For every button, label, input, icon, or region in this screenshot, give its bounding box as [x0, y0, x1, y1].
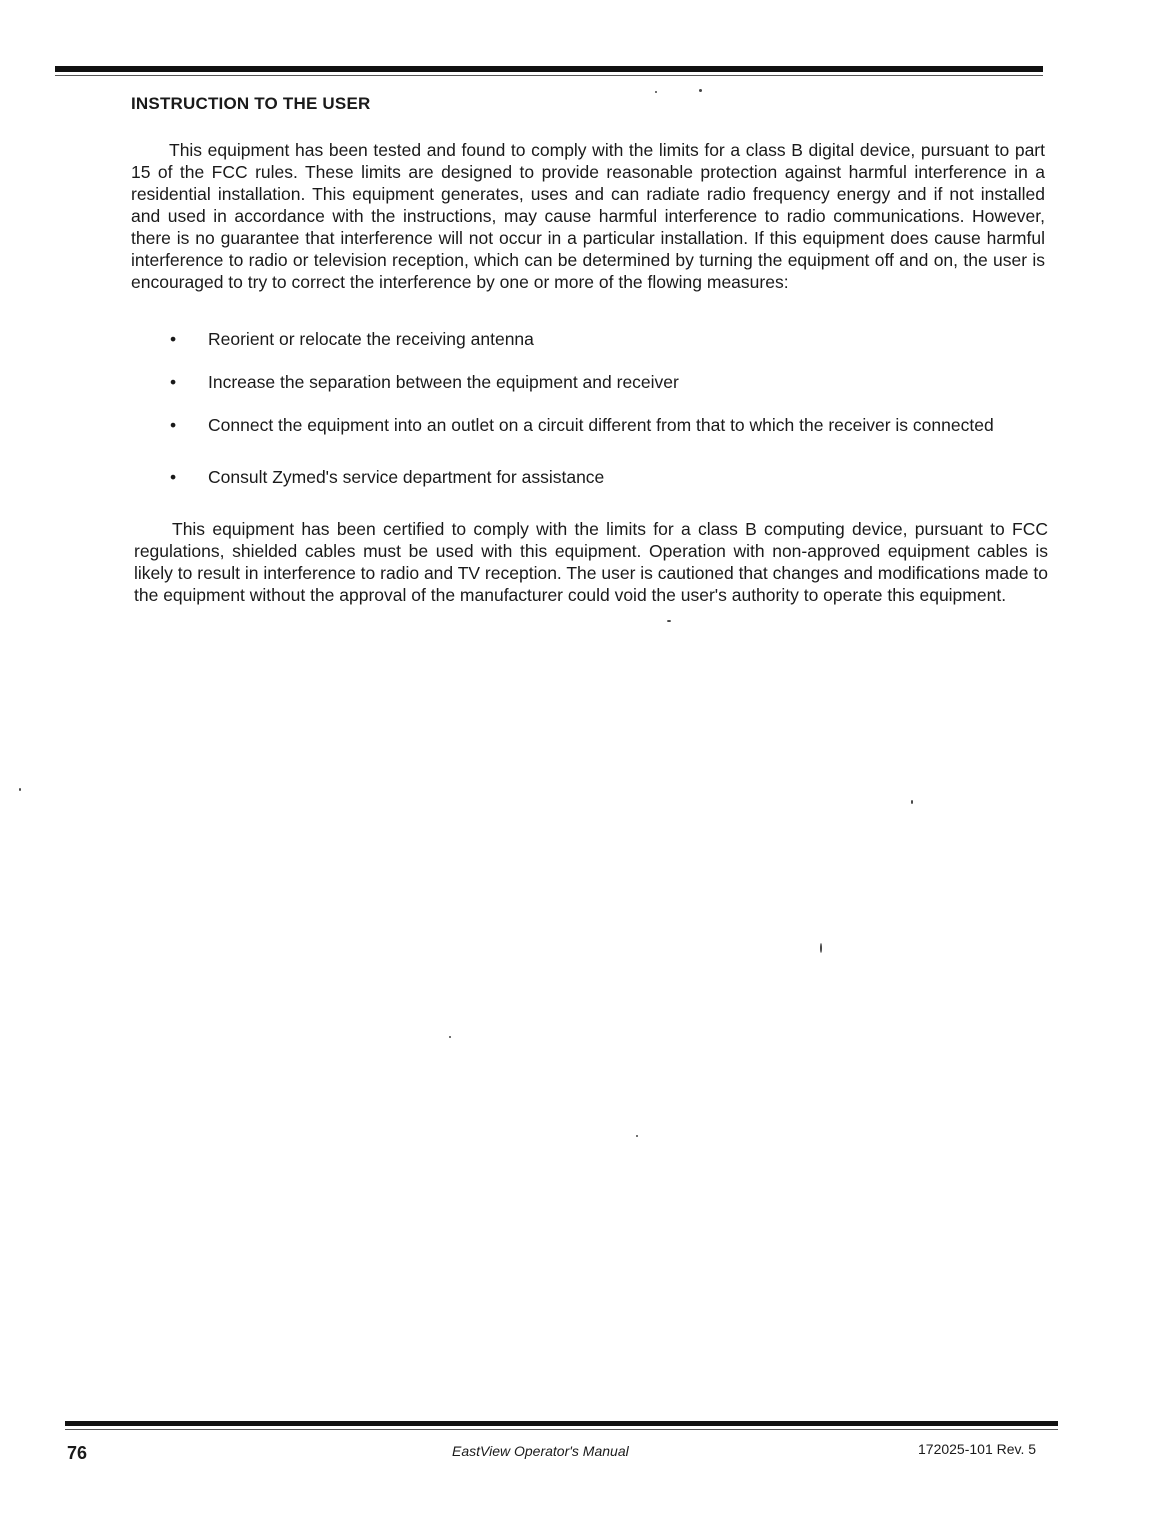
scan-speck: [911, 800, 913, 804]
measure-text: Reorient or relocate the receiving antenna: [208, 329, 534, 349]
footer-rule-thin: [65, 1429, 1058, 1430]
scan-speck: [699, 89, 702, 92]
measures-list: [168, 328, 1046, 509]
scan-speck: [820, 943, 822, 953]
footer-rule: [65, 1421, 1058, 1426]
scan-speck: [655, 91, 657, 93]
measure-text: Connect the equipment into an outlet on a circuit different from that to which the receiver is connected: [208, 415, 994, 435]
scan-speck: [19, 788, 21, 791]
scan-speck: [449, 1036, 451, 1038]
list-item: [168, 328, 1046, 350]
header-rule-thin: [55, 75, 1043, 76]
scan-speck: [636, 1135, 638, 1137]
list-item: [168, 414, 1046, 436]
bullet-icon: •: [170, 329, 177, 349]
list-item: [168, 371, 1046, 393]
scan-speck: [667, 620, 671, 622]
header-rule: [55, 66, 1043, 72]
measure-text: Consult Zymed's service department for assistance: [208, 467, 605, 487]
measure-text: Increase the separation between the equipment and receiver: [208, 372, 679, 392]
manual-title: EastView Operator's Manual: [452, 1443, 629, 1459]
bullet-icon: •: [170, 372, 177, 392]
document-revision: 172025-101 Rev. 5: [918, 1441, 1037, 1457]
fcc-paragraph-1: This equipment has been tested and found to comply with the limits for a class B digital device, pursuant to part 15 of the FCC rules. These limits are designed to provide reasonable protection against harmful interference in a residential installation. This equipment generates, uses and can radiate radio frequency energy and if not installed and used in accordance with the instructions, may cause harmful interference to radio communications. However, there is no guarantee that interference will not occur in a particular installation. If this equipment does cause harmful interference to radio or television reception, which can be determined by turning the equipment off and on, the user is encouraged to try to correct the interference by one or more of the flowing measures:: [131, 140, 1045, 292]
page-number: 76: [67, 1443, 88, 1463]
bullet-icon: •: [170, 467, 177, 487]
fcc-paragraph-2: This equipment has been certified to comply with the limits for a class B computing device, pursuant to FCC regulations, shielded cables must be used with this equipment. Operation with non-approved equipment cables is likely to result in interference to radio and TV reception. The user is cautioned that changes and modifications made to the equipment without the approval of the manufacturer could void the user's authority to operate this equipment.: [134, 519, 1048, 605]
section-heading: INSTRUCTION TO THE USER: [131, 94, 371, 113]
list-item: [168, 466, 1046, 488]
bullet-icon: •: [170, 415, 177, 435]
